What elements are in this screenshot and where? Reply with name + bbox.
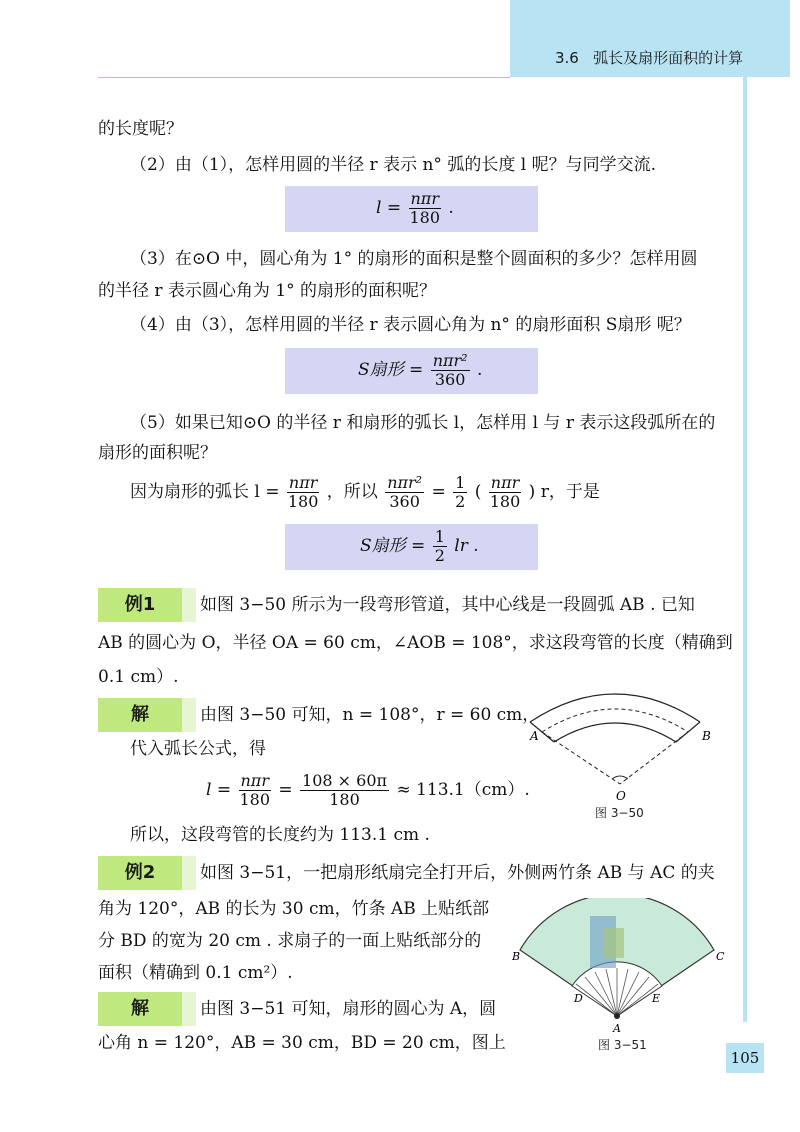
fraction-denominator: 2 [434, 546, 445, 565]
fraction-denominator: 2 [455, 492, 466, 511]
label-B: B [512, 950, 521, 963]
section-name: 弧长及扇形面积的计算 [593, 49, 744, 67]
text-line: 由图 3−51 可知，扇形的圆心为 A，圆 [200, 999, 497, 1019]
text-line: 0.1 cm）. [98, 667, 179, 687]
fraction-numerator: nπr [410, 189, 439, 208]
text-line: （2）由（1），怎样用圆的半径 r 表示 n° 弧的长度 l 呢？与同学交流. [130, 155, 656, 175]
section-title [555, 47, 743, 68]
text-line: （4）由（3），怎样用圆的半径 r 表示圆心角为 n° 的扇形面积 S扇形 呢？ [130, 315, 691, 335]
text-line: 角为 120°，AB 的长为 30 cm，竹条 AB 上贴纸部 [98, 899, 490, 919]
derivation-text: ) r，于是 [528, 482, 600, 502]
fraction [453, 474, 467, 511]
derivation-line [130, 474, 600, 511]
fraction [409, 190, 441, 227]
text-line: 面积（精确到 0.1 cm²）. [98, 963, 293, 983]
derivation-text: 因为扇形的弧长 l = [130, 482, 280, 502]
figure-caption: 图 3−51 [598, 1038, 647, 1052]
formula-arc-length [376, 190, 454, 227]
example2-badge: 例2 [98, 856, 182, 890]
angle-mark [612, 776, 628, 779]
center-arc [542, 709, 688, 732]
fraction-denominator: 360 [389, 492, 420, 511]
formula-end: . [448, 198, 454, 218]
text-line: 的半径 r 表示圆心角为 1° 的扇形的面积呢？ [98, 281, 437, 301]
side-bar [743, 77, 747, 1022]
figure-caption: 图 3−50 [595, 806, 644, 820]
formula-lhs: S扇形 = [360, 536, 426, 556]
text-line: 的长度呢？ [98, 119, 183, 139]
formula-lhs: l = [206, 780, 232, 800]
fraction-numerator: nπr [288, 473, 318, 492]
text-line: （3）在⊙O 中，圆心角为 1° 的扇形的面积是整个圆面积的多少？怎样用圆 [130, 249, 698, 269]
paren-open: ( [474, 482, 482, 502]
badge-shade [182, 992, 196, 1026]
fraction [433, 528, 447, 565]
inner-arc [554, 723, 676, 742]
fraction-denominator: 180 [489, 492, 521, 511]
fraction-denominator: 180 [287, 492, 319, 511]
fraction-denominator: 360 [434, 370, 466, 389]
fraction-denominator: 180 [329, 790, 360, 809]
fraction-numerator: nπr [490, 473, 520, 492]
pivot [614, 1013, 620, 1019]
text-line: 由图 3−50 可知，n = 108°，r = 60 cm， [200, 705, 540, 725]
fraction-numerator: nπr² [432, 351, 468, 370]
formula-lhs: S扇形 = [358, 360, 424, 380]
formula-sector-area [358, 352, 482, 389]
text-line: 如图 3−50 所示为一段弯形管道，其中心线是一段圆弧 AB . 已知 [200, 595, 695, 615]
text-line: 所以，这段弯管的长度约为 113.1 cm . [130, 825, 430, 845]
text-line: 分 BD 的宽为 20 cm . 求扇子的一面上贴纸部分的 [98, 931, 482, 951]
fraction [431, 352, 470, 389]
fraction-numerator: nπr [240, 771, 269, 790]
formula-end: lr . [454, 536, 479, 556]
fraction-denominator: 180 [409, 208, 440, 227]
formula-sector-area-lr [360, 528, 479, 565]
section-number: 3.6 [555, 49, 579, 67]
painting [604, 928, 624, 958]
fraction [489, 474, 521, 511]
page-number: 105 [726, 1043, 764, 1073]
fraction-numerator: 1 [455, 473, 466, 492]
header-rule [98, 77, 510, 78]
fraction [287, 474, 319, 511]
badge-shade [182, 588, 196, 622]
text-line: AB 的圆心为 O，半径 OA = 60 cm，∠AOB = 108°，求这段弯管的长度（精确到 [98, 633, 733, 653]
badge-shade [182, 856, 196, 890]
equals-sign: = [278, 780, 293, 800]
fraction-numerator: 1 [434, 527, 445, 546]
formula-lhs: l = [376, 198, 402, 218]
figure-3-50 [520, 676, 720, 806]
fraction-numerator: 108 × 60π [302, 771, 388, 790]
label-A: A [613, 1022, 621, 1035]
text-line: 心角 n = 120°，AB = 30 cm，BD = 20 cm，图上 [98, 1033, 506, 1053]
label-A: A [530, 729, 539, 743]
example1-badge: 例1 [98, 588, 182, 622]
badge-shade [182, 698, 196, 732]
derivation-text: ，所以 [326, 482, 378, 502]
radius-OA [542, 732, 620, 784]
equals-sign: = [431, 482, 446, 502]
text-line: 如图 3−51，一把扇形纸扇完全打开后，外侧两竹条 AB 与 AC 的夹 [200, 863, 715, 883]
text-line: 代入弧长公式，得 [130, 739, 266, 759]
solution1-badge: 解 [98, 698, 182, 732]
fraction [300, 772, 389, 809]
calculation-result: ≈ 113.1（cm）. [396, 780, 530, 800]
formula-end: . [477, 360, 483, 380]
figure-3-51 [510, 898, 735, 1036]
outer-arc [530, 694, 700, 722]
label-C: C [716, 950, 725, 963]
label-O: O [616, 789, 626, 803]
calculation-line [206, 772, 530, 809]
text-line: （5）如果已知⊙O 的半径 r 和扇形的弧长 l，怎样用 l 与 r 表示这段弧所在的 [130, 413, 716, 433]
fraction-denominator: 180 [239, 790, 270, 809]
label-D: D [574, 992, 583, 1005]
label-E: E [652, 992, 661, 1005]
fraction [239, 772, 271, 809]
fraction-numerator: nπr² [387, 473, 423, 492]
label-B: B [702, 729, 711, 743]
solution2-badge: 解 [98, 992, 182, 1026]
text-line: 扇形的面积呢？ [98, 443, 217, 463]
fraction [385, 474, 424, 511]
